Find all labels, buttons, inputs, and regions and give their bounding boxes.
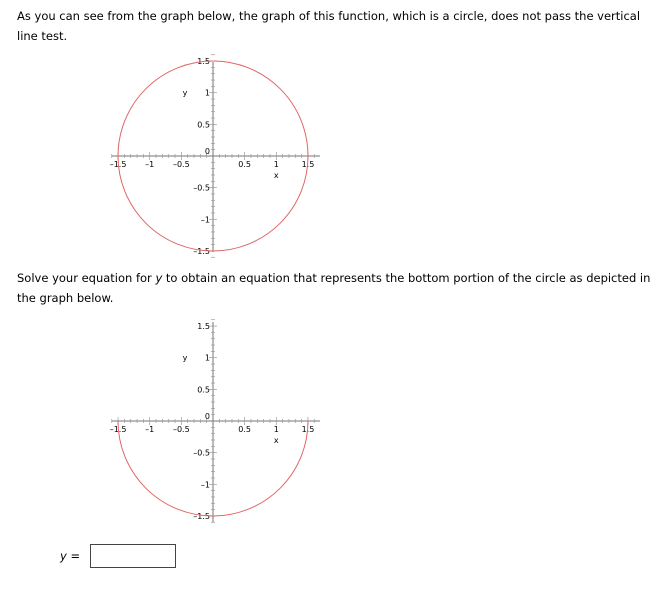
answer-row [60, 542, 176, 570]
y-axis-label: y [182, 353, 188, 363]
y-tick-label: 1 [204, 353, 210, 363]
circle-graph [109, 57, 320, 262]
y-tick-label: 0.5 [197, 120, 210, 130]
y-tick-label: –1.5 [193, 511, 210, 521]
variable-y: y [155, 271, 163, 285]
x-tick-label: –0.5 [172, 160, 190, 169]
y-tick-label: 1.5 [197, 57, 210, 67]
x-tick-label: 0.5 [238, 425, 252, 434]
origin-label: 0 [204, 412, 210, 421]
y-tick-label: 0.5 [197, 385, 210, 395]
semicircle-graph [110, 322, 320, 527]
x-tick-label: 1.5 [301, 425, 315, 434]
x-tick-label: –1.5 [109, 160, 127, 169]
y-tick-label: 1.5 [197, 322, 210, 332]
x-tick-label: 1 [273, 425, 279, 434]
y-tick-label: –0.5 [193, 183, 210, 193]
x-axis-label: x [273, 171, 279, 180]
x-tick-label: –0.5 [172, 425, 190, 434]
x-tick-label: 1 [273, 160, 279, 169]
x-tick-label: 0.5 [238, 160, 252, 169]
y-tick-label: –1 [200, 215, 210, 225]
instruction-paragraph: Solve your equation for y to obtain an equation that represents the bottom portion of the circle as depicted in the graph below. [17, 271, 651, 305]
x-tick-label: –1 [145, 160, 155, 169]
answer-label: y = [60, 549, 81, 563]
intro-paragraph: As you can see from the graph below, the graph of this function, which is a circle, does not pass the vertical line test. [17, 9, 641, 43]
y-tick-label: –1.5 [193, 246, 210, 256]
y-tick-label: 1 [204, 88, 210, 98]
answer-input[interactable] [90, 544, 176, 568]
origin-label: 0 [204, 147, 210, 156]
y-tick-label: –1 [200, 480, 210, 490]
x-axis-label: x [273, 436, 279, 445]
x-tick-label: –1 [145, 425, 155, 434]
y-axis-label: y [182, 88, 188, 98]
x-tick-label: 1.5 [301, 160, 315, 169]
x-tick-label: –1.5 [109, 425, 127, 434]
y-tick-label: –0.5 [193, 448, 210, 458]
